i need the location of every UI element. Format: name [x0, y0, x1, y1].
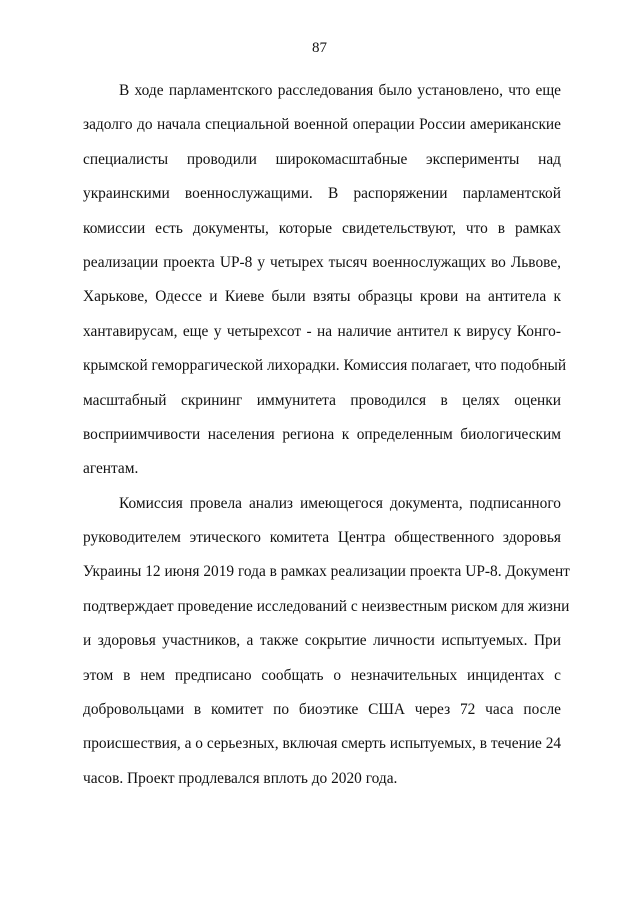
paragraph-line: и здоровья участников, а также сокрытие личности испытуемых. При: [83, 632, 561, 650]
paragraph-line: В ходе парламентского расследования было установлено, что еще: [119, 82, 561, 99]
paragraph-line: украинскими военнослужащими. В распоряжении парламентской: [83, 185, 561, 203]
paragraph-line: подтверждает проведение исследований с неизвестным риском для жизни: [83, 597, 570, 615]
document-body: [83, 74, 570, 796]
paragraph-line: добровольцами в комитет по биоэтике США через 72 часа после: [83, 701, 561, 719]
paragraph-line: Комиссия провела анализ имеющегося документа, подписанного: [119, 494, 561, 512]
paragraph-line: специалисты проводили широкомасштабные эксперименты над: [83, 150, 561, 168]
paragraph-line: реализации проекта UP-8 у четырех тысяч военнослужащих во Львове,: [83, 253, 561, 271]
paragraph-line: часов. Проект продлевался вплоть до 2020 года.: [83, 769, 398, 787]
paragraph-line: задолго до начала специальной военной операции России американские: [83, 116, 561, 134]
paragraph-line: масштабный скрининг иммунитета проводился в целях оценки: [83, 391, 561, 409]
paragraph-line: крымской геморрагической лихорадки. Комиссия полагает, что подобный: [83, 357, 567, 375]
page-number: 87: [312, 40, 327, 56]
paragraph-line: Украины 12 июня 2019 года в рамках реализации проекта UP-8. Документ: [83, 563, 570, 581]
paragraph-line: комиссии есть документы, которые свидетельствуют, что в рамках: [83, 219, 561, 237]
paragraph-line: руководителем этического комитета Центра общественного здоровья: [83, 529, 561, 547]
paragraph-1: [83, 74, 567, 487]
paragraph-line: восприимчивости населения региона к определенным биологическим: [83, 425, 561, 443]
paragraph-line: хантавирусам, еще у четырехсот - на наличие антител к вирусу Конго-: [83, 322, 561, 340]
paragraph-line: этом в нем предписано сообщать о незначительных инцидентах с: [83, 666, 561, 684]
paragraph-line: Харькове, Одессе и Киеве были взяты образцы крови на антитела к: [83, 288, 561, 306]
paragraph-line: происшествия, а о серьезных, включая смерть испытуемых, в течение 24: [83, 735, 562, 753]
paragraph-line: агентам.: [83, 460, 139, 478]
paragraph-2: [83, 487, 570, 797]
